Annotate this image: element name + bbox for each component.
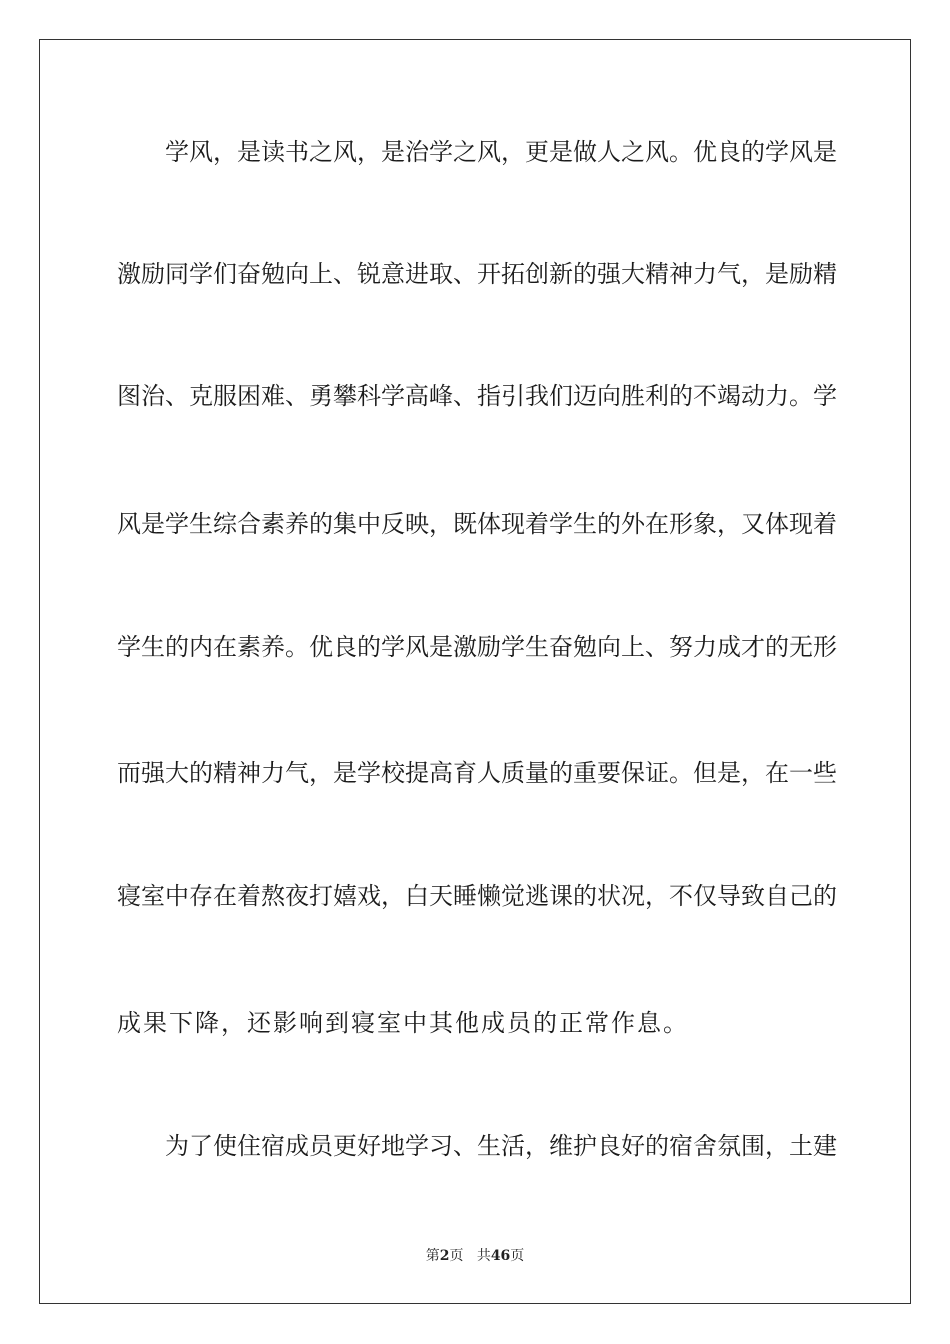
page-border (39, 39, 911, 1304)
page-footer (0, 1247, 950, 1265)
total-prefix: 共 (476, 1248, 491, 1264)
page-suffix: 页 (449, 1248, 464, 1264)
text-line: 学生的内在素养。优良的学风是激励学生奋勉向上、努力成才的无形 (117, 633, 837, 661)
page-number: 2 (439, 1248, 450, 1264)
text-line: 学风，是读书之风，是治学之风，更是做人之风。优良的学风是 (165, 138, 837, 166)
text-line: 图治、克服困难、勇攀科学高峰、指引我们迈向胜利的不竭动力。学 (117, 382, 837, 410)
text-line: 激励同学们奋勉向上、锐意进取、开拓创新的强大精神力气，是励精 (117, 260, 837, 288)
total-suffix: 页 (510, 1248, 525, 1264)
total-pages: 46 (490, 1248, 511, 1264)
text-line: 风是学生综合素养的集中反映，既体现着学生的外在形象，又体现着 (117, 510, 837, 538)
text-line: 成果下降，还影响到寝室中其他成员的正常作息。 (117, 1009, 689, 1037)
text-line: 为了使住宿成员更好地学习、生活，维护良好的宿舍氛围，土建 (165, 1132, 837, 1160)
text-line: 而强大的精神力气，是学校提高育人质量的重要保证。但是，在一些 (117, 759, 837, 787)
page-prefix: 第 (425, 1248, 440, 1264)
text-line: 寝室中存在着熬夜打嬉戏，白天睡懒觉逃课的状况，不仅导致自己的 (117, 882, 837, 910)
